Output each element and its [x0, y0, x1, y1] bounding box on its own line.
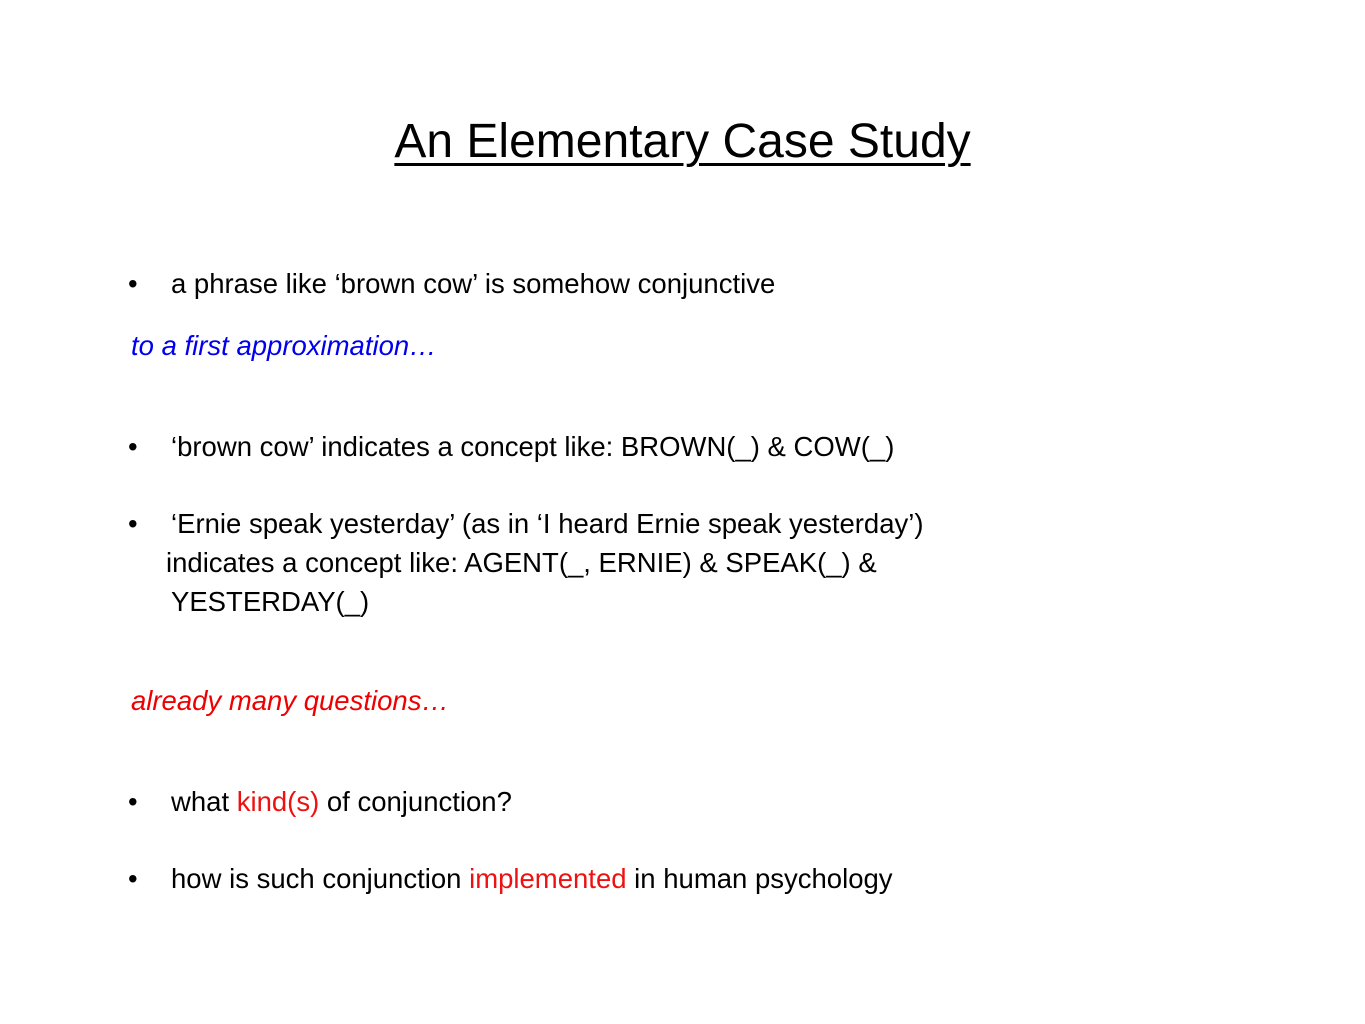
bullet-glyph: • [128, 786, 138, 817]
note-first-approximation: to a first approximation… [131, 330, 437, 361]
slide-title: An Elementary Case Study [394, 115, 971, 168]
bullet-glyph: • [128, 863, 138, 894]
bullet-text [171, 861, 893, 897]
bullet-glyph: • [128, 268, 138, 299]
bullet-text-line-2: indicates a concept like: AGENT(_, ERNIE) & SPEAK(_) & [166, 547, 877, 578]
text-segment: of conjunction? [319, 786, 512, 817]
bullet-text-line-3: YESTERDAY(_) [171, 586, 370, 617]
bullet-glyph: • [128, 508, 138, 539]
note-many-questions: already many questions… [131, 685, 449, 716]
bullet-text: ‘brown cow’ indicates a concept like: BROWN(_) & COW(_) [171, 431, 895, 462]
text-segment: what [171, 786, 237, 817]
bullet-text: a phrase like ‘brown cow’ is somehow conjunctive [171, 268, 776, 299]
text-segment: how is such conjunction [171, 863, 470, 894]
bullet-text [171, 784, 512, 820]
highlight-implemented: implemented [469, 863, 627, 894]
highlight-kinds: kind(s) [236, 786, 320, 817]
bullet-glyph: • [128, 431, 138, 462]
text-segment: in human psychology [626, 863, 893, 894]
bullet-text-line-1: ‘Ernie speak yesterday’ (as in ‘I heard Ernie speak yesterday’) [171, 508, 924, 539]
